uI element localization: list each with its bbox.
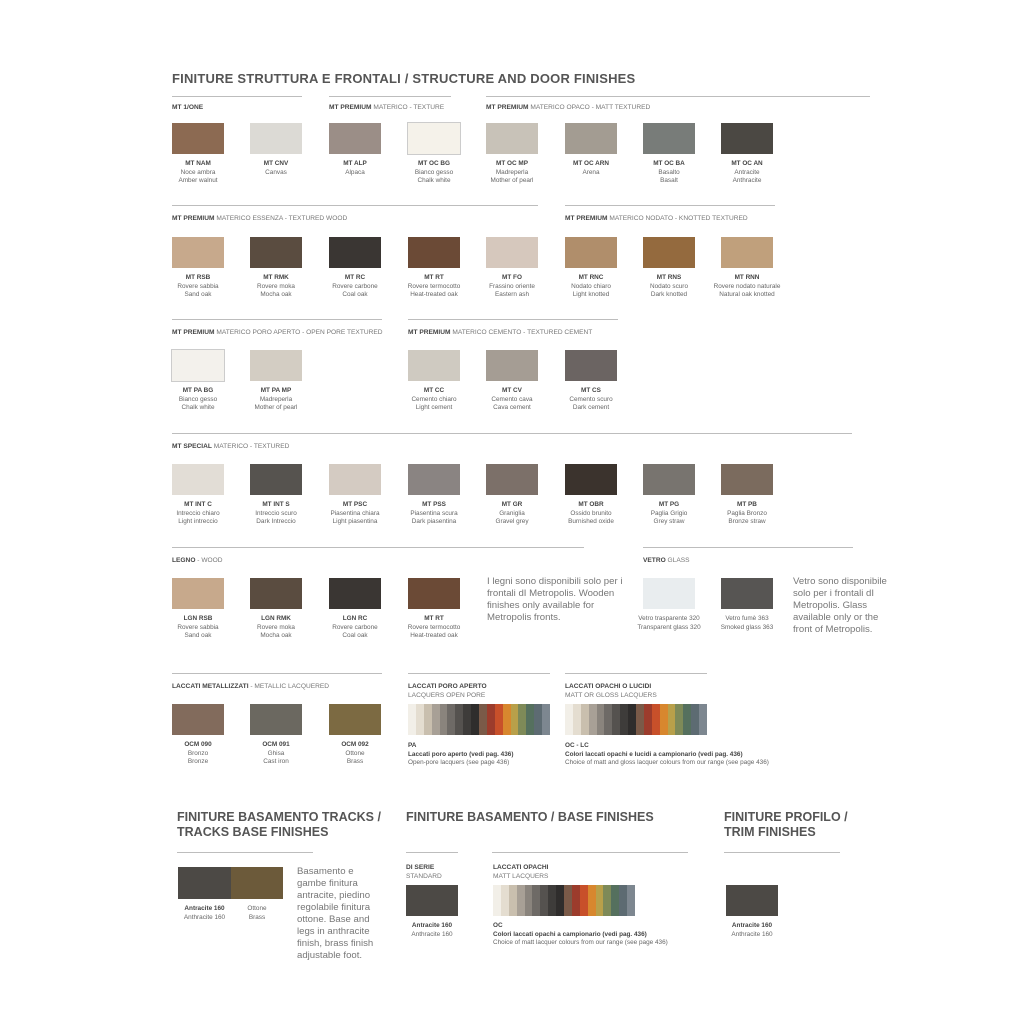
swatch-label [472,274,552,300]
section-header: MT PREMIUM MATERICO NODATO - KNOTTED TEXTURED [565,215,748,222]
lacquer-color-chip [503,704,511,735]
lacquer-color-chip [556,885,564,916]
lacquer-strip-oc-lc [565,704,707,735]
finish-swatch [329,578,381,609]
lacquer-color-chip [416,704,424,735]
section-header: LACCATI PORO APERTO LACQUERS OPEN PORE [408,683,487,699]
base-title: FINITURE BASAMENTO / BASE FINISHES [406,810,654,824]
section-header: MT PREMIUM MATERICO CEMENTO - TEXTURED CEMENT [408,329,593,336]
swatch-name: Bianco gesso [414,168,454,176]
finish-swatch [172,350,224,381]
swatch-antracite-160 [178,867,231,899]
swatch-code: MT INT S [262,501,290,508]
swatch-code: LGN RC [342,615,368,622]
swatch-name: Cava cement [493,404,531,412]
swatch-label [236,387,316,413]
swatch-label [472,160,552,186]
swatch-code: MT OC BA [653,160,685,167]
swatch-name: Rovere sabbia [177,623,219,631]
finish-swatch [486,237,538,268]
swatch-label: Antracite 160 Anthracite 160 [731,922,773,938]
lacquer-color-chip [511,704,519,735]
swatch-name: Bianco gesso [178,395,218,403]
section-header: VETRO GLASS [643,557,690,564]
swatch-name: Bronze [187,758,209,766]
swatch-code: MT PSC [342,501,368,508]
swatch-name: Gravel grey [495,518,529,526]
divider [492,852,688,853]
lacquer-color-chip [455,704,463,735]
swatch-label [629,501,709,527]
swatch-name: Coal oak [342,632,368,640]
swatch-name: Piasentina chiara [330,509,380,517]
swatch-antracite-160 [726,885,778,916]
finish-swatch [643,578,695,609]
swatch-name: Cast iron [263,758,289,766]
swatch-label [315,615,395,641]
swatch-name: Madreperla [495,168,529,176]
swatch-name: Rovere termocotto [407,282,461,290]
lacquer-color-chip [540,885,548,916]
page-title: FINITURE STRUTTURA E FRONTALI / STRUCTURE AND DOOR FINISHES [172,71,636,86]
swatch-code: LGN RMK [261,615,291,622]
swatch-name: Piasentina scura [410,509,458,517]
swatch-name: Brass [346,758,364,766]
lacquer-color-chip [487,704,495,735]
trim-title: FINITURE PROFILO / TRIM FINISHES [724,810,848,839]
lacquer-color-chip [525,885,533,916]
swatch-label: Antracite 160 Anthracite 160 [411,922,453,938]
swatch-name: Sand oak [184,291,212,299]
swatch-name: Anthracite [732,177,762,185]
lacquer-color-chip [573,704,581,735]
swatch-code: OCM 091 [262,741,290,748]
lacquer-color-chip [596,885,604,916]
swatch-code: MT NAM [185,160,211,167]
swatch-label [158,274,238,300]
tracks-note: Basamento e gambe finitura antracite, piedino regolabile finitura ottone. Base and legs in anthracite finish, brass finish adjustable foot. [297,866,374,961]
swatch-name: Dark knotted [650,291,688,299]
divider [172,96,302,97]
swatch-code: MT OBR [578,501,604,508]
swatch-name: Vetro fumè 363 [725,615,769,622]
swatch-code: MT RMK [263,274,289,281]
swatch-code: MT INT C [184,501,212,508]
finish-swatch [565,350,617,381]
finish-swatch [172,704,224,735]
swatch-name: Heat-treated oak [410,291,458,299]
divider [329,96,451,97]
finish-swatch [643,237,695,268]
swatch-label [394,615,474,641]
divider [565,673,707,674]
swatch-code: MT CV [502,387,522,394]
swatch-code: MT OC ARN [573,160,609,167]
finish-swatch [408,237,460,268]
section-header: DI SERIE STANDARD [406,864,442,880]
swatch-name: Madreperla [259,395,293,403]
swatch-code: MT RT [424,274,444,281]
lacquer-color-chip [619,885,627,916]
swatch-code: MT CNV [263,160,289,167]
finish-swatch [565,123,617,154]
swatch-name: Cemento chiaro [411,395,457,403]
lacquer-color-chip [493,885,501,916]
section-header: LEGNO - WOOD [172,557,223,564]
lacquer-color-chip [597,704,605,735]
finish-swatch [329,123,381,154]
swatch-name: Cemento cava [491,395,533,403]
lacquer-color-chip [611,885,619,916]
swatch-name: Chalk white [417,177,451,185]
swatch-label [158,501,238,527]
lacquer-color-chip [534,704,542,735]
lacquer-color-chip [463,704,471,735]
swatch-label [707,615,787,632]
swatch-name: Light intreccio [178,518,218,526]
swatch-name: Graniglia [499,509,525,517]
swatch-name: Rovere termocotto [407,623,461,631]
lacquer-color-chip [620,704,628,735]
finish-swatch [250,123,302,154]
finish-swatch [329,704,381,735]
swatch-name: Coal oak [342,291,368,299]
lacquer-color-chip [424,704,432,735]
divider [643,547,853,548]
finish-swatch [250,237,302,268]
finish-swatch [486,464,538,495]
swatch-code: MT RSB [185,274,211,281]
lacquer-color-chip [683,704,691,735]
swatch-name: Arena [582,168,600,176]
lacquer-color-chip [580,885,588,916]
finish-swatch [408,578,460,609]
swatch-name: Amber walnut [178,177,218,185]
divider [486,96,870,97]
swatch-label [236,501,316,527]
swatch-name: Mocha oak [260,632,292,640]
swatch-code: MT RT [424,615,444,622]
finish-swatch [643,123,695,154]
lacquer-color-chip [636,704,644,735]
swatch-name: Alpaca [345,168,365,176]
swatch-name: Canvas [265,168,287,176]
swatch-label [629,160,709,186]
finish-swatch [565,237,617,268]
swatch-code: OCM 092 [341,741,369,748]
lacquer-pa-label: PA Laccati poro aperto (vedi pag. 436) Open-pore lacquers (see page 436) [408,742,514,767]
lacquer-color-chip [652,704,660,735]
lacquer-color-chip [627,885,635,916]
swatch-name: Natural oak knotted [719,291,775,299]
finish-swatch [250,464,302,495]
divider [408,673,550,674]
swatch-name: Intreccio scuro [255,509,297,517]
swatch-name: Rovere carbone [332,282,378,290]
lacquer-oc-lc-label: OC - LC Colori laccati opachi e lucidi a campionario (vedi pag. 436) Choice of matt and gloss lacquer colours from our range (see page 436) [565,742,769,767]
section-header: MT PREMIUM MATERICO OPACO - MATT TEXTURED [486,104,651,111]
finish-swatch [643,464,695,495]
swatch-name: Light knotted [572,291,610,299]
swatch-label [394,387,474,413]
finish-swatch [486,350,538,381]
lacquer-color-chip [532,885,540,916]
lacquer-color-chip [668,704,676,735]
divider [408,319,618,320]
swatch-name: Paglia Grigio [650,509,688,517]
swatch-name: Smoked glass 363 [720,623,774,631]
swatch-label [315,160,395,177]
swatch-label [472,501,552,527]
finish-swatch [408,464,460,495]
lacquer-color-chip [691,704,699,735]
swatch-name: Dark piasentina [411,518,457,526]
swatch-label [551,387,631,413]
finish-swatch [408,123,460,154]
swatch-label [158,615,238,641]
swatch-code: MT PG [658,501,680,508]
swatch-name: Rovere sabbia [177,282,219,290]
lacquer-color-chip [432,704,440,735]
swatch-label [315,274,395,300]
swatch-label [551,501,631,527]
lacquer-color-chip [517,885,525,916]
finish-swatch [172,237,224,268]
swatch-name: Transparent glass 320 [637,623,701,631]
finish-swatch [721,237,773,268]
swatch-name: Bronze straw [728,518,766,526]
finish-swatch [565,464,617,495]
swatch-label [394,274,474,300]
swatch-label [707,274,787,300]
tracks-title: FINITURE BASAMENTO TRACKS / TRACKS BASE FINISHES [177,810,381,839]
finish-swatch [721,123,773,154]
swatch-label [158,741,238,767]
lacquer-color-chip [548,885,556,916]
lacquer-color-chip [604,704,612,735]
swatch-label [236,274,316,300]
swatch-name: Ossido brunito [570,509,612,517]
lacquer-color-chip [564,885,572,916]
swatch-name: Mother of pearl [254,404,298,412]
swatch-name: Grey straw [653,518,685,526]
swatch-label [315,501,395,527]
lacquer-color-chip [589,704,597,735]
swatch-code: MT RNC [578,274,604,281]
swatch-name: Antracite [734,168,760,176]
legno-note: I legni sono disponibili solo per i frontali dI Metropolis. Wooden finishes only available for Metropolis fronts. [487,576,623,623]
swatch-code: OCM 090 [184,741,212,748]
swatch-name: Basalto [658,168,680,176]
swatch-label [236,741,316,767]
divider [406,852,458,853]
swatch-ottone [231,867,283,899]
section-header: MT PREMIUM MATERICO PORO APERTO - OPEN PORE TEXTURED [172,329,383,336]
swatch-code: MT PA BG [182,387,214,394]
swatch-label [472,387,552,413]
lacquer-color-chip [581,704,589,735]
swatch-name: Light cement [415,404,453,412]
finish-swatch [172,123,224,154]
lacquer-color-chip [471,704,479,735]
divider [724,852,840,853]
lacquer-color-chip [628,704,636,735]
swatch-code: MT ALP [343,160,367,167]
finish-swatch [408,350,460,381]
lacquer-color-chip [603,885,611,916]
swatch-label [707,501,787,527]
divider [172,547,584,548]
swatch-antracite-160 [406,885,458,916]
swatch-label [551,160,631,177]
section-header: LACCATI OPACHI MATT LACQUERS [493,864,549,880]
finish-swatch [172,464,224,495]
swatch-label: Antracite 160 Anthracite 160 [183,905,226,921]
swatch-name: Nodato scuro [649,282,688,290]
swatch-code: MT PSS [422,501,446,508]
swatch-code: MT OC BG [418,160,450,167]
swatch-label [551,274,631,300]
finish-swatch [721,464,773,495]
swatch-code: MT PA MP [260,387,292,394]
swatch-code: MT OC MP [496,160,528,167]
divider [565,205,775,206]
finish-swatch [721,578,773,609]
swatch-code: MT CS [581,387,601,394]
finish-swatch [250,704,302,735]
divider [172,319,382,320]
swatch-name: Light piasentina [332,518,378,526]
lacquer-color-chip [542,704,550,735]
swatch-name: Intreccio chiaro [176,509,220,517]
lacquer-color-chip [675,704,683,735]
lacquer-strip-pa [408,704,550,735]
finish-swatch [329,464,381,495]
lacquer-color-chip [518,704,526,735]
swatch-code: MT GR [501,501,523,508]
lacquer-color-chip [440,704,448,735]
lacquer-color-chip [501,885,509,916]
finish-swatch [486,123,538,154]
swatch-name: Dark Intreccio [256,518,296,526]
swatch-name: Frassino oriente [489,282,535,290]
lacquer-strip-oc [493,885,635,916]
swatch-name: Ghisa [267,749,285,757]
divider [172,205,538,206]
lacquer-oc-label: OC Colori laccati opachi a campionario (vedi pag. 436) Choice of matt lacquer colours from our range (see page 436) [493,922,668,947]
swatch-code: MT OC AN [731,160,763,167]
lacquer-color-chip [565,704,573,735]
lacquer-color-chip [509,885,517,916]
lacquer-color-chip [526,704,534,735]
swatch-name: Ottone [345,749,365,757]
lacquer-color-chip [495,704,503,735]
swatch-label [629,274,709,300]
swatch-name: Eastern ash [494,291,530,299]
lacquer-color-chip [572,885,580,916]
lacquer-color-chip [479,704,487,735]
section-header: MT PREMIUM MATERICO - TEXTURE [329,104,445,111]
section-header: MT 1/ONE [172,104,204,111]
finish-swatch [250,350,302,381]
section-header: MT SPECIAL MATERICO - TEXTURED [172,443,290,450]
swatch-name: Rovere moka [256,282,295,290]
swatch-name: Nodato chiaro [571,282,611,290]
swatch-name: Sand oak [184,632,212,640]
swatch-name: Basalt [660,177,678,185]
swatch-name: Rovere nodato naturale [713,282,781,290]
swatch-code: LGN RSB [183,615,213,622]
swatch-name: Cemento scuro [569,395,613,403]
swatch-name: Heat-treated oak [410,632,458,640]
swatch-name: Mocha oak [260,291,292,299]
section-header: LACCATI OPACHI O LUCIDI MATT OR GLOSS LACQUERS [565,683,657,699]
lacquer-color-chip [660,704,668,735]
swatch-name: Bronzo [187,749,209,757]
swatch-name: Noce ambra [180,168,216,176]
finish-swatch [329,237,381,268]
lacquer-color-chip [447,704,455,735]
swatch-code: MT FO [502,274,522,281]
divider [177,852,313,853]
swatch-label: Ottone Brass [247,905,267,921]
swatch-label [158,387,238,413]
swatch-name: Mother of pearl [490,177,534,185]
swatch-label [158,160,238,186]
swatch-name: Rovere moka [256,623,295,631]
vetro-note: Vetro sono disponibile solo per i frontali dI Metropolis. Glass available only or the front of Metropolis. [793,576,887,635]
swatch-name: Paglia Bronzo [727,509,767,517]
swatch-name: Burnished oxide [568,518,614,526]
lacquer-color-chip [408,704,416,735]
swatch-name: Rovere carbone [332,623,378,631]
swatch-name: Chalk white [181,404,215,412]
divider [172,673,382,674]
divider [172,433,852,434]
swatch-label [315,741,395,767]
swatch-label [394,160,474,186]
swatch-label [236,615,316,641]
swatch-name: Vetro trasparente 320 [638,615,700,622]
swatch-code: MT CC [423,387,445,394]
swatch-code: MT RNN [734,274,760,281]
lacquer-color-chip [612,704,620,735]
swatch-label [629,615,709,632]
swatch-code: MT RC [344,274,366,281]
finish-swatch [250,578,302,609]
section-header: LACCATI METALLIZZATI - METALLIC LACQUERED [172,683,330,690]
finish-swatch [172,578,224,609]
section-header: MT PREMIUM MATERICO ESSENZA - TEXTURED WOOD [172,215,348,222]
swatch-code: MT PB [737,501,757,508]
swatch-code: MT RNS [656,274,682,281]
swatch-name: Dark cement [572,404,610,412]
lacquer-color-chip [644,704,652,735]
swatch-label [394,501,474,527]
lacquer-color-chip [588,885,596,916]
lacquer-color-chip [699,704,707,735]
swatch-label [236,160,316,177]
swatch-label [707,160,787,186]
